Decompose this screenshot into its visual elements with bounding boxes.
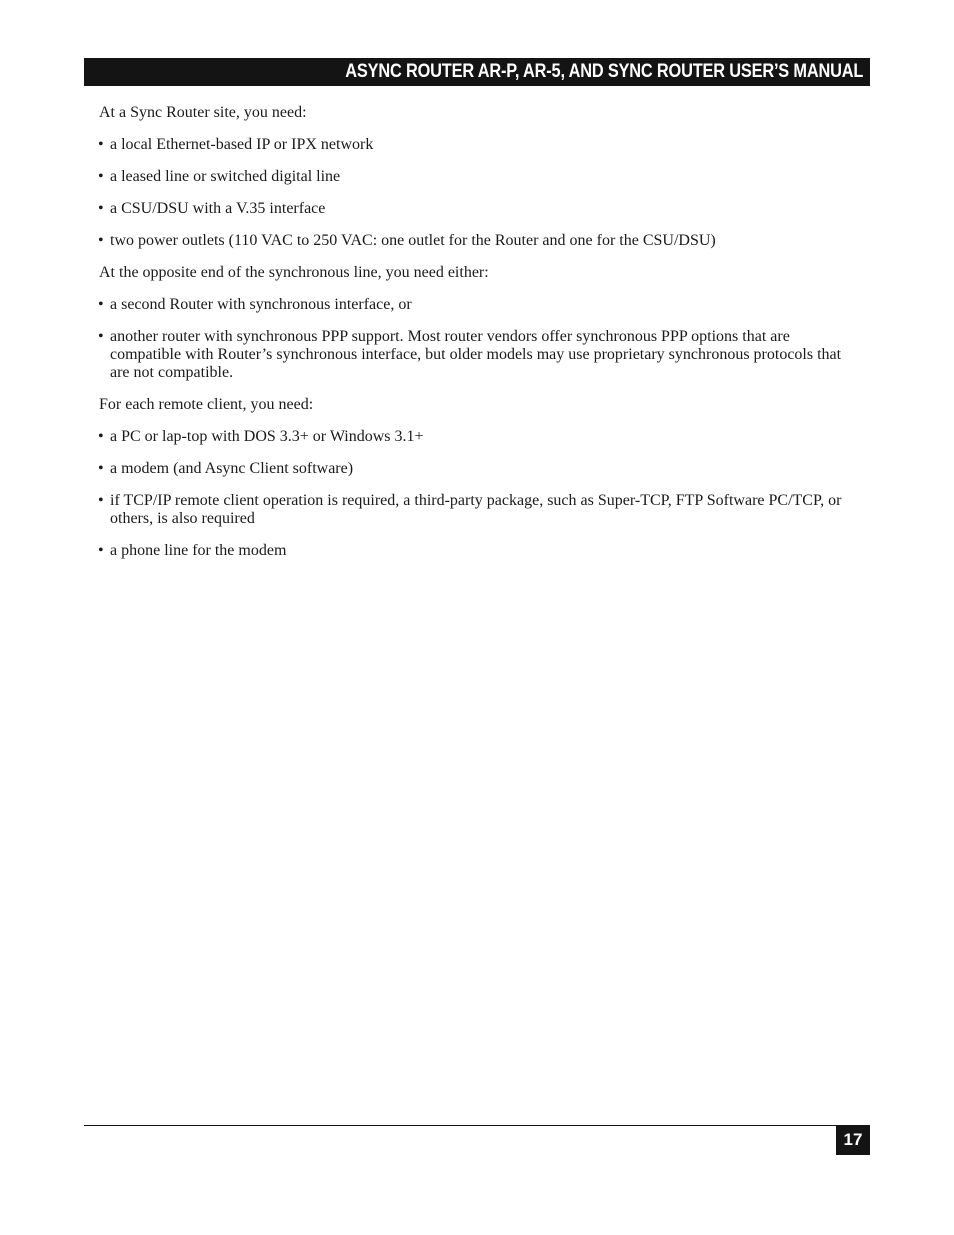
bullet-icon: • [98, 492, 104, 509]
section-intro: For each remote client, you need: [99, 396, 314, 413]
bullet-icon: • [98, 296, 104, 313]
list-item [99, 542, 859, 560]
bullet-icon: • [98, 428, 104, 445]
bullet-icon: • [98, 168, 104, 185]
list-item-text: a second Router with synchronous interface, or [110, 296, 412, 313]
list-item-text: a leased line or switched digital line [110, 168, 341, 185]
list-item [99, 136, 859, 154]
list-item-text: a modem (and Async Client software) [110, 460, 354, 477]
list-item [99, 460, 859, 478]
bullet-icon: • [98, 136, 104, 153]
list-item-text: a local Ethernet-based IP or IPX network [110, 136, 374, 153]
list-item [99, 428, 859, 446]
list-item [99, 232, 859, 250]
page-number-badge [836, 1125, 870, 1155]
list-item-text: a CSU/DSU with a V.35 interface [110, 200, 326, 217]
list-item-text: if TCP/IP remote client operation is required, a third-party package, such as Super-TCP, FTP Software PC/TCP, or others, is also required [110, 492, 842, 527]
list-item [99, 200, 859, 218]
list-item-text: another router with synchronous PPP support. Most router vendors offer synchronous PPP options that are compatible with Router’s synchronous interface, but older models may use proprietary synchronous protocols that are not compatible. [110, 328, 842, 381]
bullet-icon: • [98, 232, 104, 249]
list-item-text: a phone line for the modem [110, 542, 287, 559]
list-item [99, 328, 859, 382]
section-intro: At the opposite end of the synchronous line, you need either: [99, 264, 489, 281]
list-item [99, 492, 859, 528]
page-title: ASYNC ROUTER AR-P, AR-5, AND SYNC ROUTER USER’S MANUAL [345, 61, 863, 82]
bullet-icon: • [98, 542, 104, 559]
bullet-icon: • [98, 200, 104, 217]
list-item [99, 168, 859, 186]
page-number: 17 [843, 1130, 863, 1149]
footer-divider [84, 1125, 870, 1126]
bullet-icon: • [98, 328, 104, 345]
bullet-icon: • [98, 460, 104, 477]
list-item [99, 296, 859, 314]
section-intro: At a Sync Router site, you need: [99, 104, 307, 121]
list-item-text: a PC or lap-top with DOS 3.3+ or Windows 3.1+ [110, 428, 424, 445]
document-body [99, 104, 859, 574]
list-item-text: two power outlets (110 VAC to 250 VAC: one outlet for the Router and one for the CSU/DSU) [110, 232, 716, 249]
header-bar [84, 58, 870, 86]
